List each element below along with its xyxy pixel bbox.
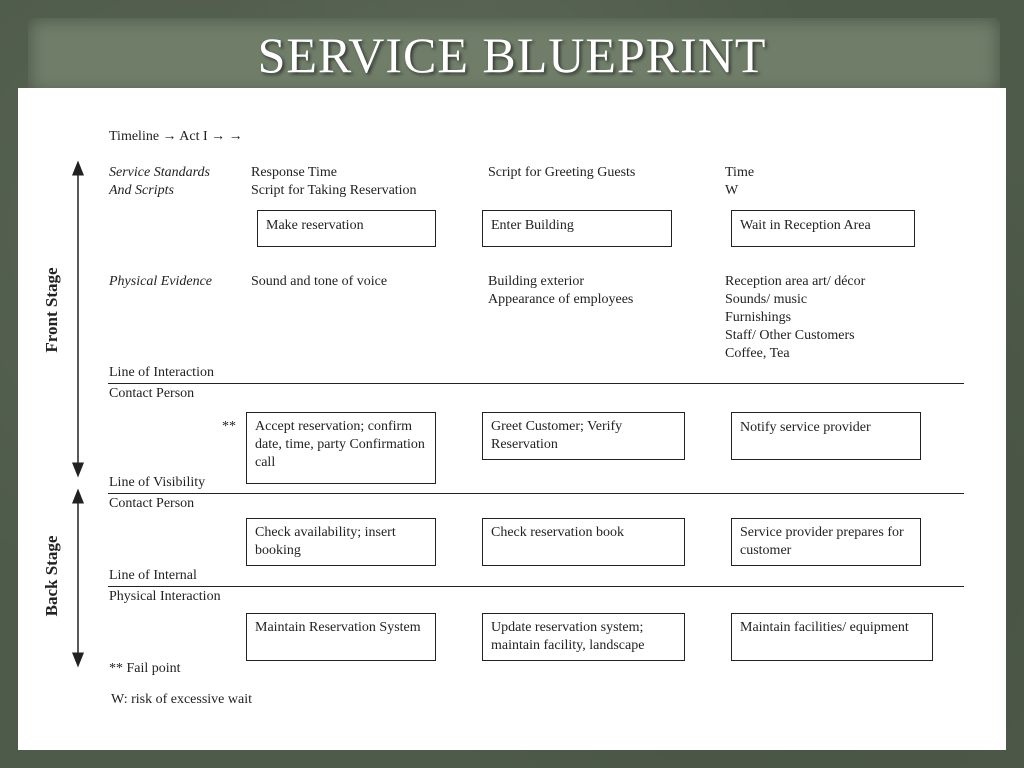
line-of-visibility-label: Line of Visibility bbox=[109, 475, 206, 490]
standard-2: Script for Greeting Guests bbox=[488, 165, 636, 180]
line-of-interaction bbox=[108, 383, 964, 384]
customer-action-2: Enter Building bbox=[482, 210, 672, 247]
physical-interaction-label: Physical Interaction bbox=[109, 589, 221, 604]
onstage-action-2: Greet Customer; Verify Reservation bbox=[482, 412, 685, 460]
standard-1: Response Time Script for Taking Reservation bbox=[251, 165, 417, 198]
contact-person-label-1: Contact Person bbox=[109, 386, 195, 401]
standard-3: Time W bbox=[725, 165, 755, 198]
blueprint-panel bbox=[18, 88, 1006, 750]
customer-action-3: Wait in Reception Area bbox=[731, 210, 915, 247]
contact-person-label-2: Contact Person bbox=[109, 496, 195, 511]
line-of-visibility bbox=[108, 493, 964, 494]
physical-evidence-label: Physical Evidence bbox=[109, 274, 213, 289]
fail-point-marker: ** bbox=[222, 419, 236, 434]
legend-fail-point: ** Fail point bbox=[109, 661, 181, 676]
support-process-1: Maintain Reservation System bbox=[246, 613, 436, 661]
slide-title: SERVICE BLUEPRINT bbox=[257, 27, 767, 83]
customer-action-1: Make reservation bbox=[257, 210, 436, 247]
evidence-1: Sound and tone of voice bbox=[251, 274, 388, 289]
timeline: Timeline → Act I → → bbox=[109, 129, 243, 144]
line-of-internal-label: Line of Internal bbox=[109, 568, 197, 583]
evidence-2: Building exterior Appearance of employees bbox=[488, 274, 634, 307]
legend-wait: W: risk of excessive wait bbox=[111, 692, 252, 707]
line-of-internal-interaction bbox=[108, 586, 964, 587]
line-of-interaction-label: Line of Interaction bbox=[109, 365, 214, 380]
backstage-action-1: Check availability; insert booking bbox=[246, 518, 436, 566]
backstage-action-3: Service provider prepares for customer bbox=[731, 518, 921, 566]
onstage-action-3: Notify service provider bbox=[731, 412, 921, 460]
evidence-3: Reception area art/ décor Sounds/ music Furnishings Staff/ Other Customers Coffee, Tea bbox=[725, 274, 866, 361]
front-stage-label: Front Stage bbox=[42, 267, 61, 353]
support-process-3: Maintain facilities/ equipment bbox=[731, 613, 933, 661]
standards-label: Service Standards And Scripts bbox=[109, 165, 210, 198]
support-process-2: Update reservation system; maintain facility, landscape bbox=[482, 613, 685, 661]
onstage-action-1: Accept reservation; confirm date, time, party Confirmation call bbox=[246, 412, 436, 484]
back-stage-label: Back Stage bbox=[42, 535, 61, 617]
backstage-action-2: Check reservation book bbox=[482, 518, 685, 566]
